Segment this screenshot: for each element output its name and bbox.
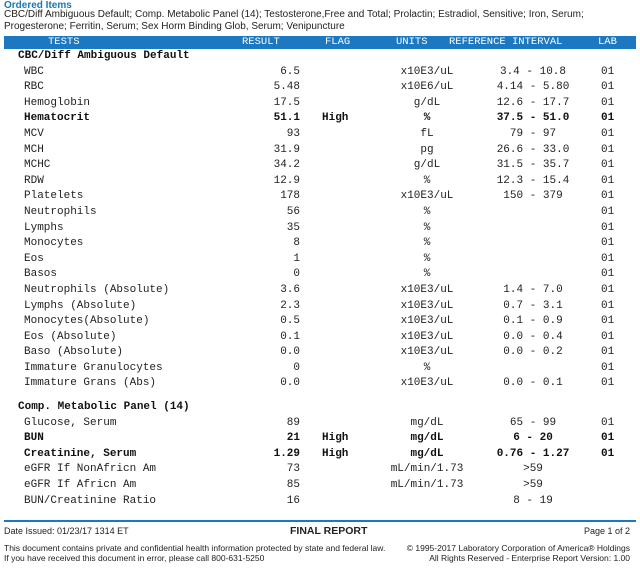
units-value: %: [423, 205, 431, 218]
error-contact-notice: If you have received this document in error, please call 800-631-5250: [4, 553, 265, 563]
test-name: Creatinine, Serum: [24, 447, 137, 460]
lab-code: 01: [601, 127, 615, 140]
result-value: 1.29: [273, 447, 300, 460]
reference-interval: 12.6 - 17.7: [496, 96, 570, 109]
test-name: Platelets: [24, 190, 84, 203]
test-name: Lymphs (Absolute): [24, 299, 137, 312]
test-name: Eos: [24, 252, 44, 265]
lab-code: 01: [601, 268, 615, 281]
result-value: 16: [286, 494, 300, 507]
units-value: %: [423, 174, 431, 187]
lab-code: 01: [601, 112, 615, 125]
result-value: 93: [286, 127, 300, 140]
result-value: 35: [286, 221, 300, 234]
lab-code: 01: [601, 81, 615, 94]
table-row: [0, 447, 640, 463]
reference-interval: 79 - 97: [509, 127, 557, 140]
test-name: Hemoglobin: [24, 96, 91, 109]
test-name: Neutrophils: [24, 205, 97, 218]
reference-interval: >59: [523, 479, 543, 492]
units-value: x10E3/uL: [400, 283, 454, 296]
column-header-reference-interval: REFERENCE INTERVAL: [449, 36, 563, 48]
flag-value: High: [322, 432, 349, 445]
result-value: 0: [293, 361, 300, 374]
lab-code: 01: [601, 283, 615, 296]
results-table-body: [0, 49, 640, 509]
column-header-lab: LAB: [598, 36, 617, 48]
test-name: Monocytes: [24, 237, 84, 250]
test-name: eGFR If NonAfricn Am: [24, 463, 157, 476]
lab-code: 01: [601, 299, 615, 312]
lab-code: 01: [601, 237, 615, 250]
units-value: x10E3/uL: [400, 190, 454, 203]
table-row: [0, 416, 640, 432]
reference-interval: 0.1 - 0.9: [503, 315, 563, 328]
ordered-items: [4, 0, 636, 33]
results-table-header: [4, 36, 636, 49]
lab-code: 01: [601, 377, 615, 390]
result-value: 178: [280, 190, 300, 203]
result-value: 6.5: [280, 65, 300, 78]
units-value: pg: [420, 143, 434, 156]
lab-code: 01: [601, 330, 615, 343]
section-header: [0, 49, 640, 65]
date-issued: Date Issued: 01/23/17 1314 ET: [4, 526, 129, 536]
reference-interval: 8 - 19: [513, 494, 553, 507]
reference-interval: 6 - 20: [513, 432, 553, 445]
lab-code: 01: [601, 159, 615, 172]
units-value: x10E6/uL: [400, 81, 454, 94]
test-name: Glucose, Serum: [24, 416, 117, 429]
flag-value: High: [322, 112, 349, 125]
column-header-result: RESULT: [242, 36, 280, 48]
test-name: Baso (Absolute): [24, 346, 124, 359]
lab-code: 01: [601, 96, 615, 109]
units-value: mL/min/1.73: [390, 463, 464, 476]
test-name: Neutrophils (Absolute): [24, 283, 170, 296]
test-name: MCHC: [24, 159, 51, 172]
result-value: 17.5: [273, 96, 300, 109]
lab-code: 01: [601, 174, 615, 187]
test-name: eGFR If Africn Am: [24, 479, 137, 492]
lab-code: 01: [601, 205, 615, 218]
units-value: g/dL: [413, 96, 441, 109]
lab-code: 01: [601, 190, 615, 203]
reference-interval: 0.0 - 0.4: [503, 330, 563, 343]
units-value: mg/dL: [410, 447, 444, 460]
reference-interval: 3.4 - 10.8: [499, 65, 566, 78]
lab-code: 01: [601, 416, 615, 429]
ordered-items-list: CBC/Diff Ambiguous Default; Comp. Metabolic Panel (14); Testosterone,Free and Total; Prolactin; Estradiol, Sensitive; Iron, Serum; Progesterone; Ferritin, Serum; Sex Horm Binding Glob, Serum; Venipuncture: [4, 9, 584, 32]
reference-interval: 31.5 - 35.7: [496, 159, 570, 172]
table-row: [0, 189, 640, 205]
test-name: Eos (Absolute): [24, 330, 117, 343]
lab-code: 01: [601, 432, 615, 445]
units-value: x10E3/uL: [400, 346, 454, 359]
table-row: [0, 462, 640, 478]
section-spacer: [0, 392, 640, 400]
test-name: Immature Granulocytes: [24, 361, 163, 374]
table-row: [0, 221, 640, 237]
result-value: 0.5: [280, 315, 300, 328]
units-value: %: [423, 112, 431, 125]
result-value: 56: [286, 205, 300, 218]
table-row: [0, 143, 640, 159]
test-name: Immature Grans (Abs): [24, 377, 157, 390]
result-value: 51.1: [273, 112, 300, 125]
reference-interval: 150 - 379: [503, 190, 563, 203]
result-value: 0: [293, 268, 300, 281]
result-value: 0.0: [280, 377, 300, 390]
lab-code: 01: [601, 65, 615, 78]
reference-interval: 0.7 - 3.1: [503, 299, 563, 312]
reference-interval: 26.6 - 33.0: [496, 143, 570, 156]
lab-code: 01: [601, 252, 615, 265]
lab-code: 01: [601, 315, 615, 328]
result-value: 21: [286, 432, 300, 445]
lab-code: 01: [601, 346, 615, 359]
test-name: RBC: [24, 81, 44, 94]
confidentiality-notice: This document contains private and confidential health information protected by state and federal law.: [4, 543, 386, 553]
table-row: [0, 478, 640, 494]
table-row: [0, 80, 640, 96]
units-value: %: [423, 237, 431, 250]
units-value: %: [423, 361, 431, 374]
result-value: 8: [293, 237, 300, 250]
units-value: x10E3/uL: [400, 330, 454, 343]
units-value: %: [423, 268, 431, 281]
test-name: Lymphs: [24, 221, 64, 234]
table-row: [0, 96, 640, 112]
copyright-notice: © 1995-2017 Laboratory Corporation of America® Holdings: [406, 543, 630, 553]
lab-code: 01: [601, 361, 615, 374]
test-name: BUN: [24, 432, 44, 445]
test-name: Hematocrit: [24, 112, 91, 125]
table-row: [0, 330, 640, 346]
flag-value: High: [322, 447, 349, 460]
result-value: 34.2: [273, 159, 300, 172]
reference-interval: 65 - 99: [509, 416, 557, 429]
lab-code: 01: [601, 221, 615, 234]
table-row: [0, 299, 640, 315]
units-value: %: [423, 252, 431, 265]
units-value: %: [423, 221, 431, 234]
result-value: 1: [293, 252, 300, 265]
table-row: [0, 174, 640, 190]
test-name: MCV: [24, 127, 44, 140]
table-row: [0, 111, 640, 127]
reference-interval: >59: [523, 463, 543, 476]
test-name: RDW: [24, 174, 44, 187]
test-name: WBC: [24, 65, 44, 78]
units-value: x10E3/uL: [400, 65, 454, 78]
final-report-label: FINAL REPORT: [290, 525, 368, 537]
units-value: mL/min/1.73: [390, 479, 464, 492]
page-number: Page 1 of 2: [583, 526, 630, 536]
reference-interval: 37.5 - 51.0: [496, 112, 570, 125]
result-value: 3.6: [280, 283, 300, 296]
table-row: [0, 361, 640, 377]
rights-version-notice: All Rights Reserved - Enterprise Report Version: 1.00: [429, 553, 630, 563]
result-value: 5.48: [273, 81, 300, 94]
table-row: [0, 376, 640, 392]
table-row: [0, 494, 640, 510]
units-value: x10E3/uL: [400, 299, 454, 312]
units-value: g/dL: [413, 159, 441, 172]
table-row: [0, 127, 640, 143]
test-name: Monocytes(Absolute): [24, 315, 150, 328]
reference-interval: 0.0 - 0.2: [503, 346, 563, 359]
table-row: [0, 252, 640, 268]
table-row: [0, 283, 640, 299]
result-value: 73: [286, 463, 300, 476]
units-value: fL: [420, 127, 434, 140]
result-value: 12.9: [273, 174, 300, 187]
result-value: 0.0: [280, 346, 300, 359]
reference-interval: 1.4 - 7.0: [503, 283, 563, 296]
lab-code: 01: [601, 143, 615, 156]
table-row: [0, 236, 640, 252]
units-value: mg/dL: [410, 432, 444, 445]
column-header-flag: FLAG: [325, 36, 351, 48]
result-value: 89: [286, 416, 300, 429]
units-value: mg/dL: [410, 416, 444, 429]
test-name: MCH: [24, 143, 44, 156]
table-row: [0, 314, 640, 330]
units-value: x10E3/uL: [400, 315, 454, 328]
lab-code: 01: [601, 447, 615, 460]
section-title: CBC/Diff Ambiguous Default: [18, 50, 190, 62]
column-header-tests: TESTS: [48, 36, 80, 48]
result-value: 2.3: [280, 299, 300, 312]
reference-interval: 4.14 - 5.80: [496, 81, 570, 94]
reference-interval: 12.3 - 15.4: [496, 174, 570, 187]
ordered-items-title: Ordered Items: [4, 0, 72, 9]
table-row: [0, 205, 640, 221]
footer-divider: [4, 520, 636, 522]
table-row: [0, 65, 640, 81]
column-header-units: UNITS: [396, 36, 428, 48]
section-header: [0, 400, 640, 416]
table-row: [0, 431, 640, 447]
result-value: 0.1: [280, 330, 300, 343]
result-value: 85: [286, 479, 300, 492]
test-name: Basos: [24, 268, 58, 281]
reference-interval: 0.0 - 0.1: [503, 377, 563, 390]
table-row: [0, 158, 640, 174]
units-value: x10E3/uL: [400, 377, 454, 390]
reference-interval: 0.76 - 1.27: [496, 447, 570, 460]
table-row: [0, 345, 640, 361]
section-title: Comp. Metabolic Panel (14): [18, 401, 190, 414]
table-row: [0, 267, 640, 283]
result-value: 31.9: [273, 143, 300, 156]
test-name: BUN/Creatinine Ratio: [24, 494, 157, 507]
